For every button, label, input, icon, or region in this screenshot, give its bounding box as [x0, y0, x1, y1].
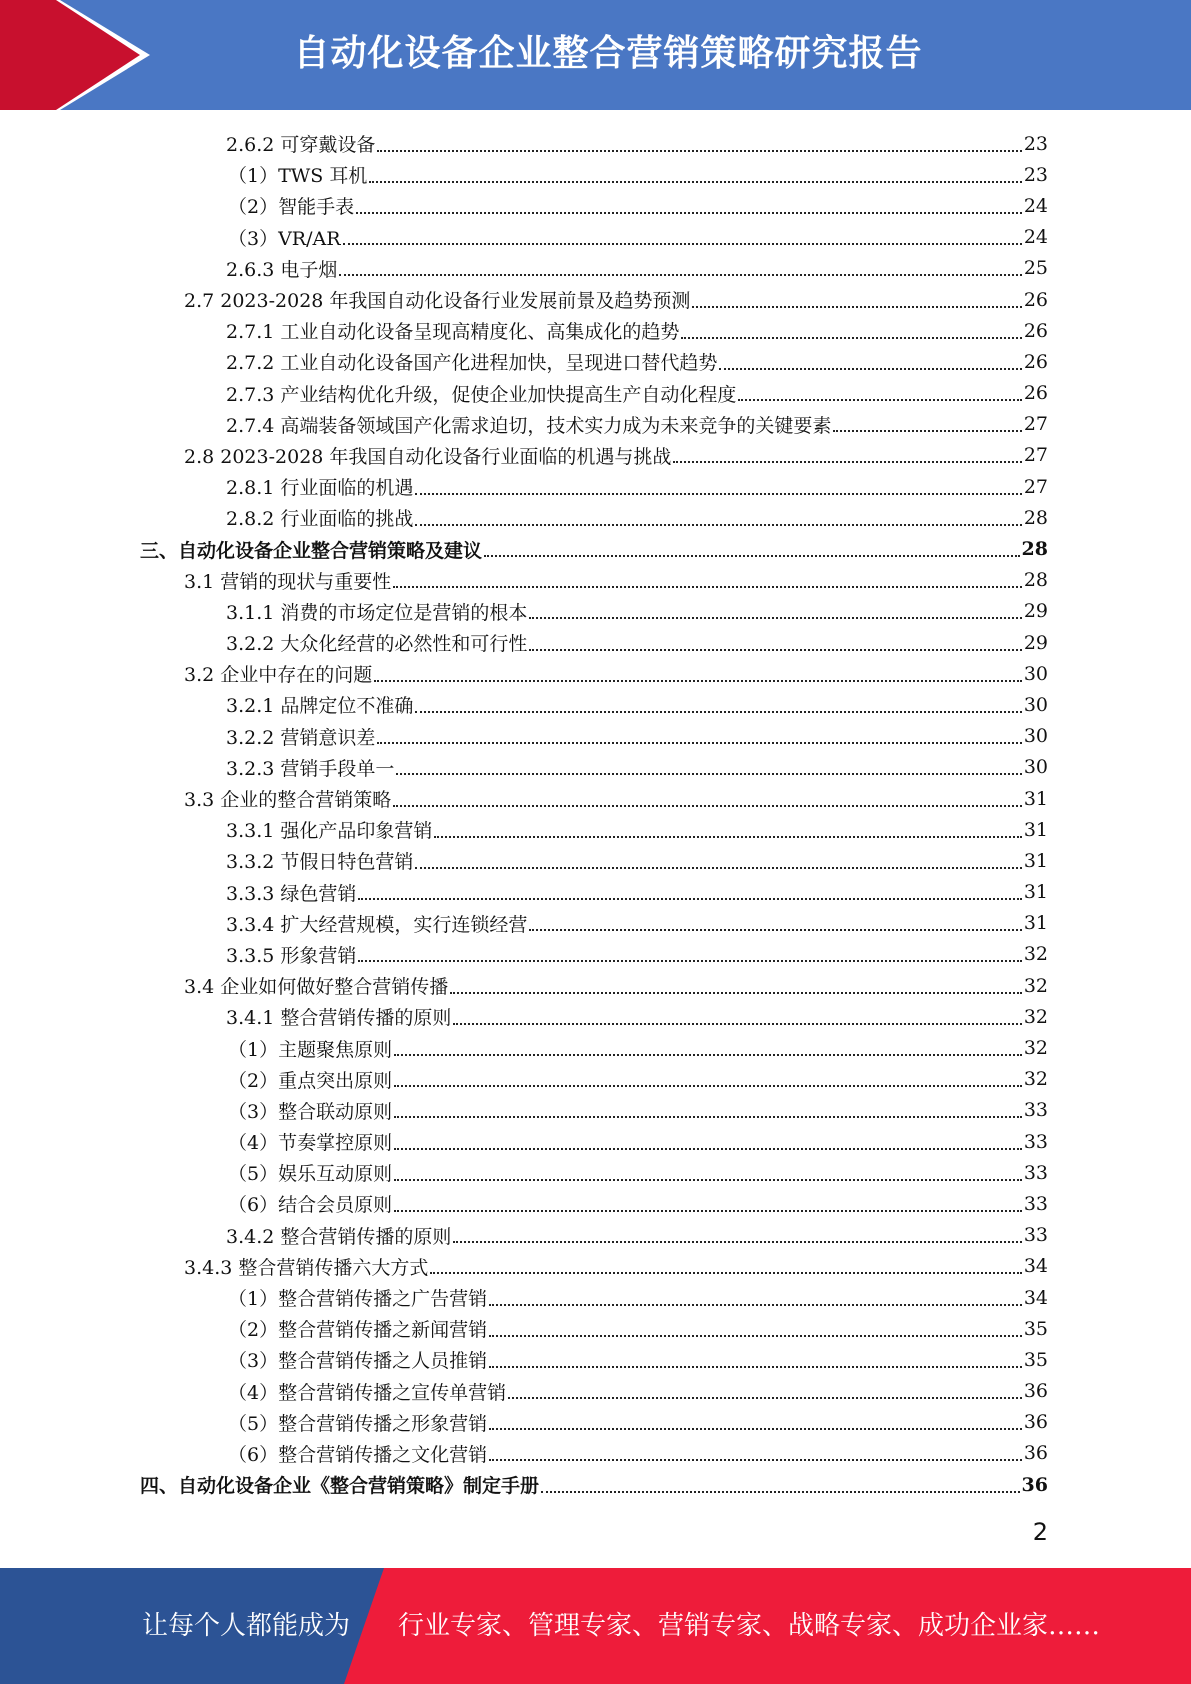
toc-entry-title: 3.2.2 营销意识差: [226, 726, 376, 749]
toc-entry[interactable]: [140, 689, 1048, 720]
toc-dot-leader: [453, 1023, 1021, 1025]
toc-entry-page: 36: [1023, 1411, 1048, 1434]
toc-entry[interactable]: [140, 222, 1048, 253]
toc-entry-title: 3.3.5 形象营销: [226, 944, 357, 967]
toc-entry-page: 32: [1023, 943, 1048, 966]
toc-entry-page: 29: [1023, 631, 1048, 654]
toc-dot-leader: [489, 1366, 1022, 1368]
toc-entry[interactable]: [140, 1064, 1048, 1095]
toc-entry[interactable]: [140, 346, 1048, 377]
toc-dot-leader: [415, 493, 1021, 495]
toc-entry-title: 3.1 营销的现状与重要性: [184, 570, 392, 593]
toc-entry-title: 3.3.1 强化产品印象营销: [226, 820, 433, 843]
toc-entry-title: 三、自动化设备企业整合营销策略及建议: [140, 539, 483, 562]
footer-slogan-left: 让每个人都能成为: [142, 1611, 351, 1641]
toc-dot-leader: [393, 586, 1022, 588]
toc-entry-page: 33: [1023, 1130, 1048, 1153]
toc-entry-page: 32: [1023, 1037, 1048, 1060]
toc-dot-leader: [529, 929, 1021, 931]
toc-entry-title: （1）TWS 耳机: [228, 165, 368, 188]
toc-dot-leader: [394, 1210, 1022, 1212]
toc-entry[interactable]: [140, 1469, 1048, 1500]
toc-entry-title: 3.4.1 整合营销传播的原则: [226, 1007, 452, 1030]
toc-entry-page: 32: [1023, 974, 1048, 997]
toc-entry[interactable]: [140, 253, 1048, 284]
toc-entry-page: 33: [1023, 1224, 1048, 1247]
toc-dot-leader: [343, 243, 1022, 245]
toc-dot-leader: [738, 399, 1021, 401]
toc-entry[interactable]: [140, 1001, 1048, 1032]
toc-dot-leader: [719, 368, 1021, 370]
toc-entry[interactable]: [140, 409, 1048, 440]
toc-entry[interactable]: [140, 1126, 1048, 1157]
toc-entry-title: （5）整合营销传播之形象营销: [228, 1412, 488, 1435]
toc-entry-page: 36: [1023, 1380, 1048, 1403]
toc-dot-leader: [394, 1116, 1022, 1118]
toc-entry-page: 31: [1023, 818, 1048, 841]
toc-entry[interactable]: [140, 1282, 1048, 1313]
toc-entry[interactable]: [140, 721, 1048, 752]
toc-entry-page: 32: [1023, 1068, 1048, 1091]
toc-dot-leader: [508, 1397, 1022, 1399]
toc-entry[interactable]: [140, 1220, 1048, 1251]
toc-entry-page: 27: [1023, 475, 1048, 498]
toc-dot-leader: [489, 1304, 1022, 1306]
toc-entry-title: （3）整合联动原则: [228, 1100, 393, 1123]
toc-entry-page: 31: [1023, 787, 1048, 810]
toc-entry-title: 2.6.2 可穿戴设备: [226, 134, 376, 157]
toc-entry[interactable]: [140, 970, 1048, 1001]
report-title: 自动化设备企业整合营销策略研究报告: [293, 33, 923, 74]
toc-entry-page: 26: [1023, 350, 1048, 373]
toc-entry[interactable]: [140, 877, 1048, 908]
toc-entry-title: 3.3.3 绿色营销: [226, 882, 357, 905]
toc-entry-title: 2.8.1 行业面临的机遇: [226, 477, 414, 500]
toc-entry-title: 2.8.2 行业面临的挑战: [226, 508, 414, 531]
toc-dot-leader: [394, 1148, 1022, 1150]
toc-dot-leader: [489, 1459, 1022, 1461]
toc-entry-title: （5）娱乐互动原则: [228, 1163, 393, 1186]
toc-dot-leader: [484, 555, 1020, 557]
page-header: [0, 0, 1191, 110]
toc-dot-leader: [374, 680, 1022, 682]
toc-entry-title: 2.7.3 产业结构优化升级，促使企业加快提高生产自动化程度: [226, 383, 737, 406]
toc-entry[interactable]: [140, 1188, 1048, 1219]
toc-entry[interactable]: [140, 378, 1048, 409]
toc-entry-page: 28: [1021, 538, 1048, 561]
toc-entry-page: 30: [1023, 756, 1048, 779]
toc-entry[interactable]: [140, 1438, 1048, 1469]
toc-dot-leader: [394, 1054, 1022, 1056]
table-of-contents: [140, 128, 1048, 1500]
toc-entry[interactable]: [140, 159, 1048, 190]
toc-entry-page: 24: [1023, 226, 1048, 249]
toc-dot-leader: [541, 1491, 1020, 1493]
toc-entry[interactable]: [140, 1032, 1048, 1063]
toc-entry-title: （6）整合营销传播之文化营销: [228, 1443, 488, 1466]
toc-dot-leader: [394, 1085, 1022, 1087]
toc-entry-page: 30: [1023, 662, 1048, 685]
toc-entry-title: 3.4.3 整合营销传播六大方式: [184, 1256, 429, 1279]
toc-dot-leader: [692, 306, 1021, 308]
toc-dot-leader: [529, 649, 1021, 651]
toc-dot-leader: [377, 742, 1021, 744]
toc-entry-title: （2）整合营销传播之新闻营销: [228, 1319, 488, 1342]
toc-entry[interactable]: [140, 814, 1048, 845]
toc-entry-title: 3.3 企业的整合营销策略: [184, 789, 392, 812]
toc-entry-page: 28: [1023, 506, 1048, 529]
toc-entry[interactable]: [140, 1376, 1048, 1407]
toc-dot-leader: [681, 337, 1021, 339]
toc-entry-page: 33: [1023, 1192, 1048, 1215]
toc-entry[interactable]: [140, 658, 1048, 689]
toc-entry-page: 33: [1023, 1099, 1048, 1122]
toc-entry[interactable]: [140, 1251, 1048, 1282]
toc-entry[interactable]: [140, 845, 1048, 876]
toc-entry-title: 2.7.1 工业自动化设备呈现高精度化、高集成化的趋势: [226, 321, 680, 344]
toc-entry-title: 2.6.3 电子烟: [226, 258, 338, 281]
toc-entry[interactable]: [140, 596, 1048, 627]
toc-entry-page: 31: [1023, 881, 1048, 904]
toc-entry-page: 25: [1023, 257, 1048, 280]
toc-entry-page: 30: [1023, 725, 1048, 748]
toc-entry[interactable]: [140, 315, 1048, 346]
toc-entry-page: 31: [1023, 849, 1048, 872]
toc-entry-page: 28: [1023, 569, 1048, 592]
toc-dot-leader: [369, 181, 1021, 183]
toc-entry-title: 3.2.2 大众化经营的必然性和可行性: [226, 633, 528, 656]
toc-entry-page: 34: [1023, 1286, 1048, 1309]
toc-entry-page: 26: [1023, 382, 1048, 405]
toc-dot-leader: [356, 212, 1022, 214]
page-number: 2: [1032, 1518, 1048, 1546]
toc-entry-page: 32: [1023, 1005, 1048, 1028]
toc-entry[interactable]: [140, 939, 1048, 970]
toc-dot-leader: [673, 461, 1021, 463]
toc-entry-title: （1）主题聚焦原则: [228, 1038, 393, 1061]
toc-dot-leader: [339, 274, 1021, 276]
toc-entry-title: 3.2 企业中存在的问题: [184, 664, 373, 687]
toc-entry-page: 36: [1023, 1442, 1048, 1465]
toc-entry-page: 33: [1023, 1161, 1048, 1184]
toc-entry-title: （6）结合会员原则: [228, 1194, 393, 1217]
toc-entry-title: 2.7.2 工业自动化设备国产化进程加快，呈现进口替代趋势: [226, 352, 718, 375]
toc-dot-leader: [430, 1272, 1021, 1274]
toc-dot-leader: [377, 150, 1021, 152]
toc-entry[interactable]: [140, 1313, 1048, 1344]
toc-entry[interactable]: [140, 565, 1048, 596]
toc-entry-page: 26: [1023, 288, 1048, 311]
toc-entry-page: 27: [1023, 413, 1048, 436]
toc-entry-page: 23: [1023, 132, 1048, 155]
toc-entry-page: 23: [1023, 163, 1048, 186]
toc-dot-leader: [833, 430, 1021, 432]
toc-entry[interactable]: [140, 783, 1048, 814]
toc-dot-leader: [450, 992, 1022, 994]
toc-entry-title: 3.2.3 营销手段单一: [226, 757, 395, 780]
toc-entry[interactable]: [140, 440, 1048, 471]
toc-dot-leader: [358, 898, 1021, 900]
toc-dot-leader: [434, 836, 1021, 838]
toc-entry-title: 2.7.4 高端装备领域国产化需求迫切，技术实力成为未来竞争的关键要素: [226, 414, 832, 437]
toc-entry[interactable]: [140, 752, 1048, 783]
toc-entry-title: （3）VR/AR: [228, 227, 341, 250]
toc-entry-page: 26: [1023, 319, 1048, 342]
toc-entry-title: （4）节奏掌控原则: [228, 1132, 393, 1155]
toc-dot-leader: [453, 1241, 1021, 1243]
toc-entry-page: 24: [1023, 194, 1048, 217]
toc-dot-leader: [415, 524, 1021, 526]
toc-entry[interactable]: [140, 471, 1048, 502]
toc-entry[interactable]: [140, 190, 1048, 221]
toc-entry[interactable]: [140, 284, 1048, 315]
toc-entry-page: 30: [1023, 693, 1048, 716]
toc-entry[interactable]: [140, 1407, 1048, 1438]
toc-entry-page: 36: [1021, 1473, 1048, 1496]
toc-entry-title: 四、自动化设备企业《整合营销策略》制定手册: [140, 1475, 540, 1498]
toc-entry-title: （4）整合营销传播之宣传单营销: [228, 1381, 507, 1404]
toc-dot-leader: [358, 960, 1021, 962]
footer-slogan-right: 行业专家、管理专家、营销专家、战略专家、成功企业家……: [398, 1611, 1101, 1641]
toc-dot-leader: [394, 1179, 1022, 1181]
toc-dot-leader: [396, 773, 1021, 775]
toc-entry-title: （2）智能手表: [228, 196, 355, 219]
toc-entry-page: 35: [1023, 1348, 1048, 1371]
toc-entry-title: （2）重点突出原则: [228, 1069, 393, 1092]
toc-entry[interactable]: [140, 1344, 1048, 1375]
toc-dot-leader: [415, 867, 1021, 869]
toc-entry[interactable]: [140, 908, 1048, 939]
toc-entry-title: 3.4.2 整合营销传播的原则: [226, 1225, 452, 1248]
page-footer: [0, 1568, 1191, 1684]
toc-entry-title: 3.2.1 品牌定位不准确: [226, 695, 414, 718]
toc-entry-title: 3.3.4 扩大经营规模，实行连锁经营: [226, 913, 528, 936]
toc-entry[interactable]: [140, 502, 1048, 533]
toc-entry-title: 2.8 2023-2028 年我国自动化设备行业面临的机遇与挑战: [184, 445, 672, 468]
toc-entry[interactable]: [140, 1095, 1048, 1126]
toc-entry-title: 3.1.1 消费的市场定位是营销的根本: [226, 601, 528, 624]
toc-entry-page: 29: [1023, 600, 1048, 623]
toc-entry-title: 2.7 2023-2028 年我国自动化设备行业发展前景及趋势预测: [184, 290, 691, 313]
toc-dot-leader: [415, 711, 1021, 713]
toc-dot-leader: [489, 1335, 1022, 1337]
toc-dot-leader: [393, 805, 1022, 807]
toc-entry[interactable]: [140, 1157, 1048, 1188]
toc-entry-title: 3.4 企业如何做好整合营销传播: [184, 976, 449, 999]
toc-dot-leader: [489, 1428, 1022, 1430]
toc-entry-page: 35: [1023, 1317, 1048, 1340]
toc-entry-page: 27: [1023, 444, 1048, 467]
toc-entry-title: 3.3.2 节假日特色营销: [226, 851, 414, 874]
toc-entry-title: （3）整合营销传播之人员推销: [228, 1350, 488, 1373]
toc-dot-leader: [529, 617, 1021, 619]
toc-entry[interactable]: [140, 627, 1048, 658]
toc-entry[interactable]: [140, 128, 1048, 159]
toc-entry-page: 31: [1023, 912, 1048, 935]
toc-entry[interactable]: [140, 533, 1048, 564]
toc-entry-page: 34: [1023, 1255, 1048, 1278]
toc-entry-title: （1）整合营销传播之广告营销: [228, 1288, 488, 1311]
